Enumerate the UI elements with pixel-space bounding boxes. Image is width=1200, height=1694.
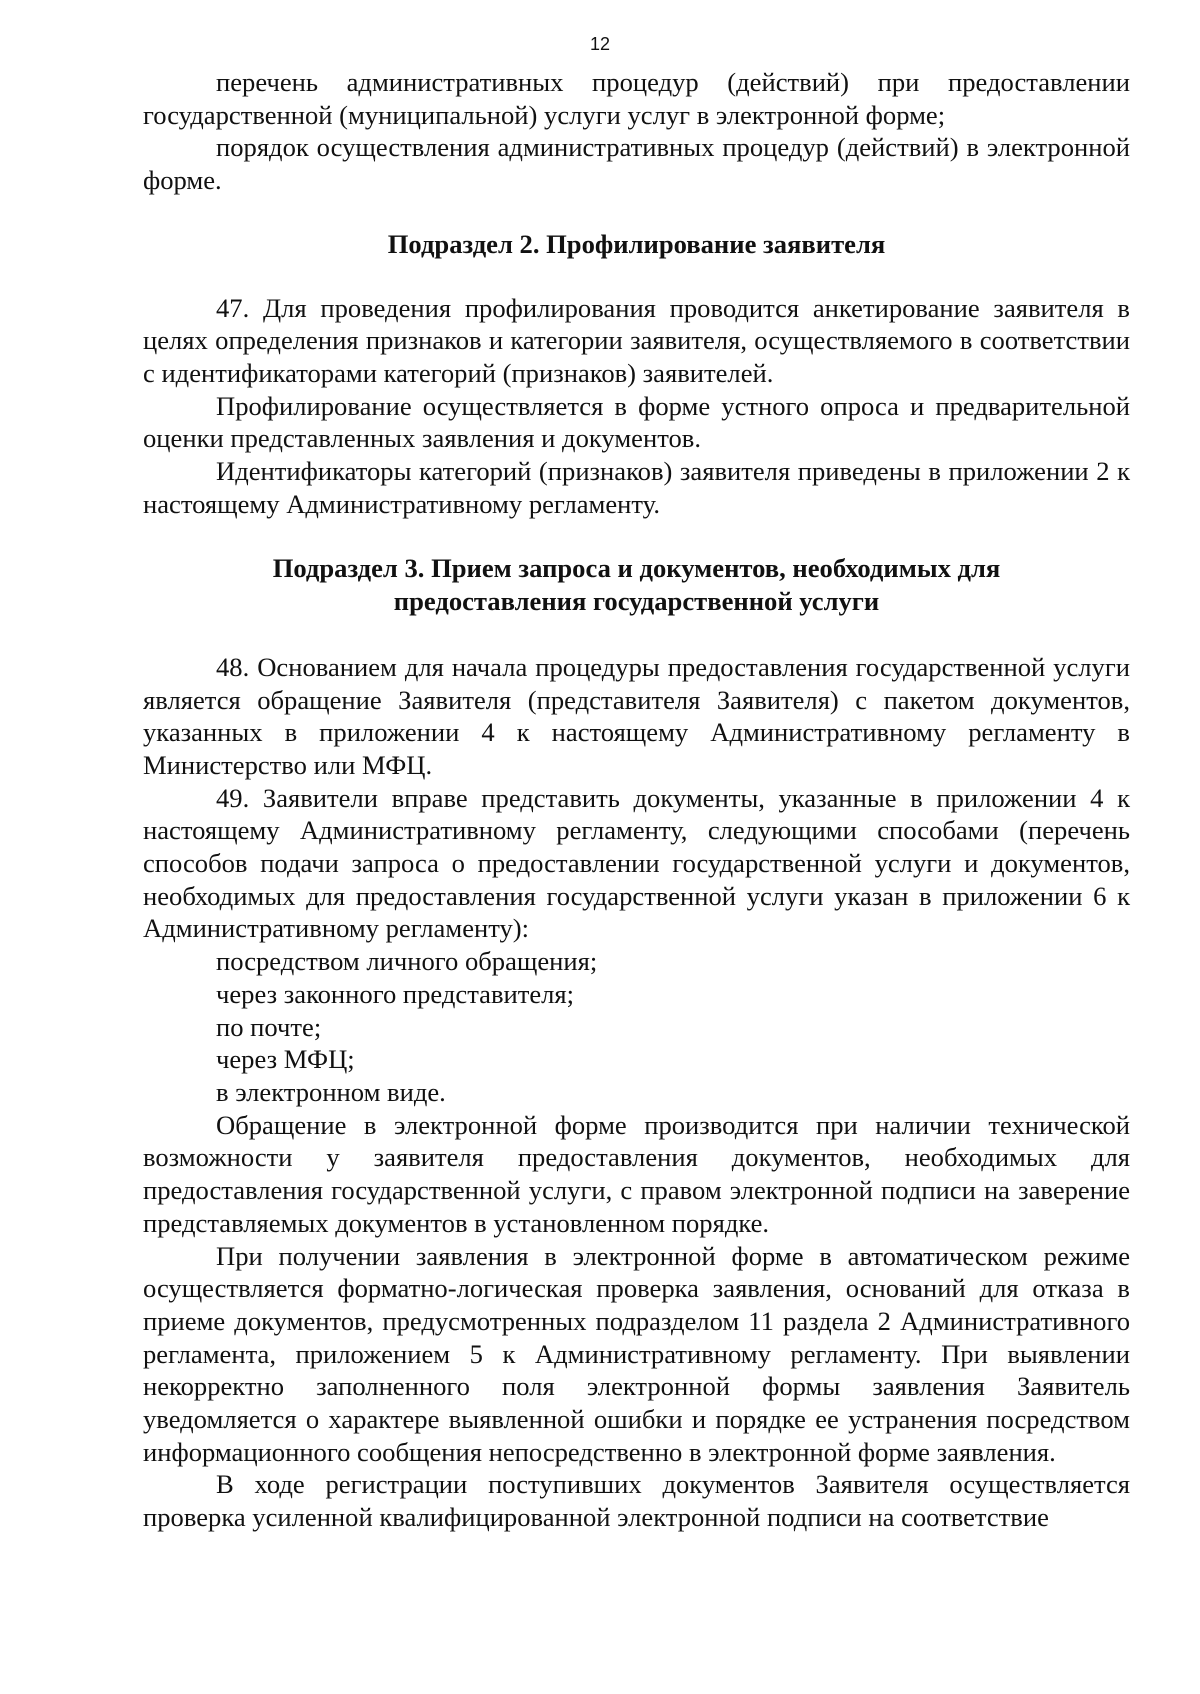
paragraph-47: 47. Для проведения профилирования проводится анкетирование заявителя в целях определения признаков и категории заявителя, осуществляемого в соответствии с идентификаторами категорий (признаков) заявителей.: [143, 292, 1130, 388]
page-number: 12: [589, 34, 611, 54]
method-list-item: через законного представителя;: [216, 978, 575, 1009]
paragraph-registration: В ходе регистрации поступивших документов Заявителя осуществляется проверка усиленной квалифицированной электронной подписи на соответствие: [143, 1469, 1130, 1533]
paragraph-48: 48. Основанием для начала процедуры предоставления государственной услуги является обращение Заявителя (представителя Заявителя) с пакетом документов, указанных в приложении 4 к настоящему Административному регламенту в Министерство или МФЦ.: [143, 651, 1130, 780]
subsection-2-title: Подраздел 2. Профилирование заявителя: [387, 228, 886, 259]
paragraph-format-check: При получении заявления в электронной форме в автоматическом режиме осуществляется форматно-логическая проверка заявления, оснований для отказа в приеме документов, предусмотренных подразделом 11 раздела 2 Административного регламента, приложением 5 к Административному регламенту. При выявлении некорректно заполненного поля электронной формы заявления Заявитель уведомляется о характере выявленной ошибки и порядке ее устранения посредством информационного сообщения непосредственно в электронной форме заявления.: [143, 1240, 1130, 1467]
method-list-item: посредством личного обращения;: [216, 946, 598, 977]
paragraph-49: 49. Заявители вправе представить документы, указанные в приложении 4 к настоящему Административному регламенту, следующими способами (перечень способов подачи запроса о предоставлении государственной услуги и документов, необходимых для предоставления государственной услуги указан в приложении 6 к Административному регламенту):: [143, 782, 1130, 944]
intro-paragraph-2: порядок осуществления административных процедур (действий) в электронной форме.: [143, 132, 1130, 196]
intro-paragraph-1: перечень административных процедур (действий) при предоставлении государственной (муниципальной) услуги услуг в электронной форме;: [143, 67, 1130, 130]
subsection-3-title: [143, 552, 1130, 617]
subsection-3-title-line-2: предоставления государственной услуги: [393, 586, 880, 617]
method-list-item: в электронном виде.: [216, 1076, 446, 1107]
method-list-item: через МФЦ;: [216, 1044, 355, 1075]
paragraph-electronic-request: Обращение в электронной форме производится при наличии технической возможности у заявителя предоставления документов, необходимых для предоставления государственной услуги, с правом электронной подписи на заверение представляемых документов в установленном порядке.: [143, 1109, 1130, 1238]
document-body: [143, 66, 1130, 1534]
paragraph-profiling: Профилирование осуществляется в форме устного опроса и предварительной оценки представленных заявления и документов.: [143, 390, 1130, 454]
paragraph-identifiers: Идентификаторы категорий (признаков) заявителя приведены в приложении 2 к настоящему Административному регламенту.: [143, 456, 1130, 519]
method-list-item: по почте;: [216, 1011, 322, 1042]
subsection-3-title-line-1: Подраздел 3. Прием запроса и документов, необходимых для: [272, 553, 1001, 584]
